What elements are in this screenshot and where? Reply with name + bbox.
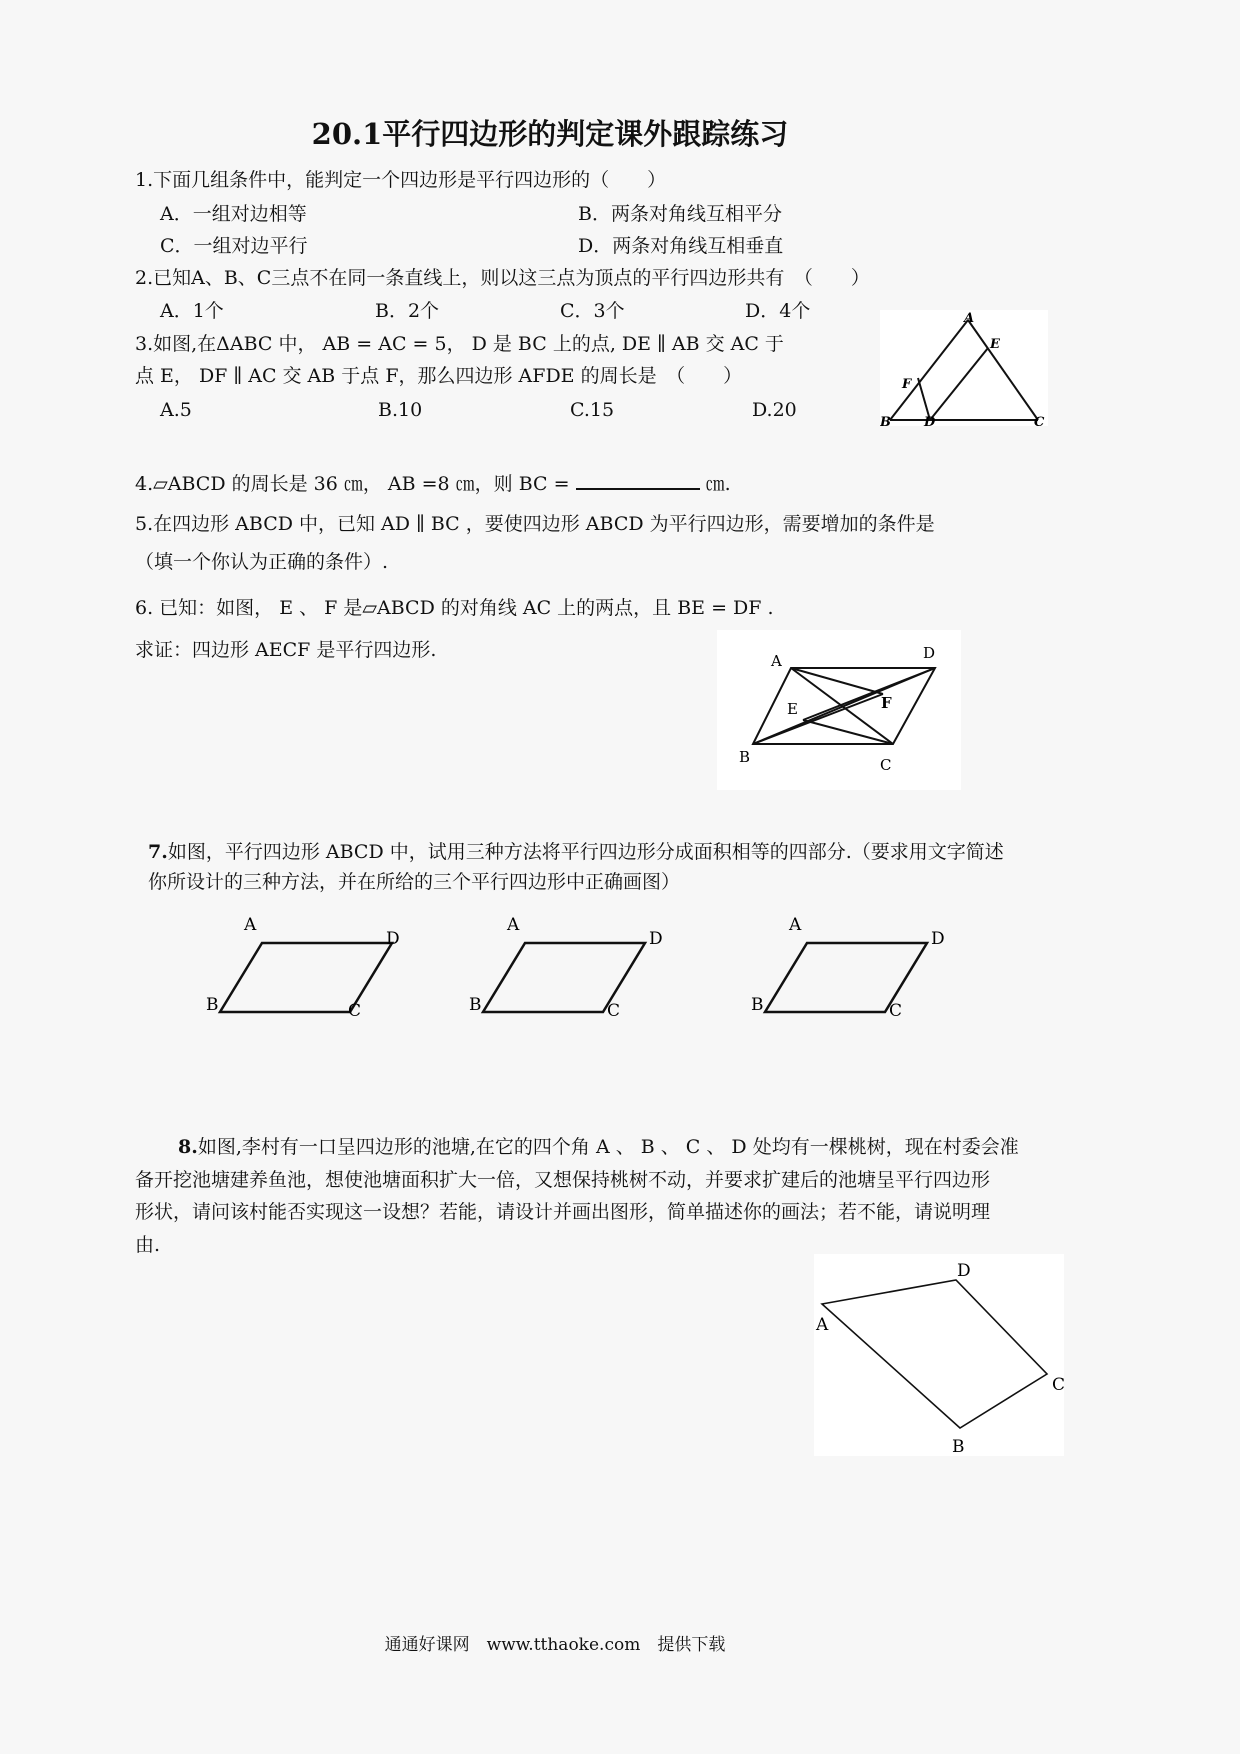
q7-fig2-label-d: D [649, 929, 663, 949]
q7-number: 7. [148, 841, 168, 863]
q6-label-e: E [787, 700, 798, 718]
q3-option-c: C.15 [570, 399, 615, 421]
q8-line1-text: 如图,李村有一口呈四边形的池塘,在它的四个角 A 、 B 、 C 、 D 处均有一棵桃树，现在村委会准 [197, 1136, 1019, 1158]
q3-line2: 点 E， DF ∥ AC 交 AB 于点 F，那么四边形 AFDE 的周长是 （ ） [135, 365, 743, 387]
q6-label-a: A [771, 652, 782, 670]
q1-option-a: A．一组对边相等 [160, 203, 307, 225]
q1-option-c: C．一组对边平行 [160, 235, 308, 257]
q4-answer-blank[interactable] [576, 470, 700, 490]
q7-parallelogram-1 [200, 908, 420, 1023]
q2-option-d: D．4个 [745, 300, 811, 322]
q2-option-b: B．2个 [375, 300, 440, 322]
q3-label-b: B [880, 415, 891, 426]
q1-option-b: B．两条对角线互相平分 [578, 203, 782, 225]
q3-triangle-figure [880, 310, 1048, 426]
q4-text [135, 470, 731, 498]
q7-parallelogram-2 [463, 908, 683, 1023]
q7-parallelogram-3 [745, 908, 965, 1023]
page-title: 20.1平行四边形的判定课外跟踪练习 [311, 117, 789, 151]
q8-number: 8. [178, 1136, 198, 1158]
q7-fig1-label-b: B [206, 995, 219, 1015]
q8-line4: 由. [135, 1234, 161, 1256]
q1-option-d: D．两条对角线互相垂直 [578, 235, 784, 257]
q7-fig3-label-a: A [789, 915, 802, 935]
q8-line2: 备开挖池塘建养鱼池，想使池塘面积扩大一倍，又想保持桃树不动，并要求扩建后的池塘呈平行四边形 [135, 1169, 991, 1191]
q3-label-f: F [902, 377, 912, 392]
q5-line2: （填一个你认为正确的条件）. [135, 551, 389, 573]
q7-fig3-label-c: C [889, 1001, 903, 1021]
q3-label-d: D [924, 415, 936, 426]
q4-text-after: ㎝. [705, 473, 731, 495]
q6-line1: 6. 已知：如图， E 、 F 是▱ABCD 的对角线 AC 上的两点，且 BE = DF . [135, 597, 774, 619]
q3-option-d: D.20 [752, 399, 797, 421]
q3-label-a: A [964, 311, 975, 326]
q2-option-c: C．3个 [560, 300, 625, 322]
q3-label-c: C [1034, 415, 1045, 426]
q2-option-a: A．1个 [160, 300, 224, 322]
q8-line3: 形状，请问该村能否实现这一设想？若能，请设计并画出图形，简单描述你的画法；若不能，请说明理 [135, 1201, 991, 1223]
q7-fig1-label-a: A [244, 915, 257, 935]
q8-label-a: A [816, 1315, 829, 1335]
q7-line2: 你所设计的三种方法，并在所给的三个平行四边形中正确画图） [148, 871, 681, 893]
q8-pond-figure [814, 1254, 1064, 1456]
q7-fig2-label-b: B [469, 995, 482, 1015]
q7-fig2-label-c: C [607, 1001, 621, 1021]
q3-option-a: A.5 [160, 399, 192, 421]
q8-label-b: B [952, 1437, 965, 1456]
q6-label-c: C [880, 756, 892, 774]
q1-stem: 1.下面几组条件中，能判定一个四边形是平行四边形的（ ） [135, 169, 667, 191]
q6-parallelogram-figure [717, 630, 961, 790]
q7-fig2-label-a: A [507, 915, 520, 935]
q6-label-d: D [923, 644, 936, 662]
q4-text-before: 4.▱ABCD 的周长是 36 ㎝， AB =8 ㎝，则 BC = [135, 473, 570, 495]
q3-label-e: E [990, 337, 1000, 352]
q8-label-c: C [1052, 1375, 1064, 1395]
q7-fig1-label-c: C [348, 1001, 362, 1021]
q2-stem: 2.已知A、B、C三点不在同一条直线上，则以这三点为顶点的平行四边形共有 （ ） [135, 267, 870, 289]
q7-fig1-label-d: D [386, 929, 400, 949]
q3-line1: 3.如图,在ΔABC 中， AB = AC = 5， D 是 BC 上的点, DE ∥ AB 交 AC 于 [135, 333, 784, 355]
q7-fig3-label-d: D [931, 929, 945, 949]
q8-label-d: D [957, 1261, 971, 1281]
q7-line1 [148, 838, 1004, 866]
page-footer: 通通好课网 www.tthaoke.com 提供下载 [384, 1635, 726, 1655]
q3-option-b: B.10 [378, 399, 423, 421]
q6-label-f: F [881, 694, 892, 712]
q6-line2: 求证：四边形 AECF 是平行四边形. [135, 639, 437, 661]
q7-line1-text: 如图，平行四边形 ABCD 中，试用三种方法将平行四边形分成面积相等的四部分.（要求用文字简述 [167, 841, 1004, 863]
q6-label-b: B [739, 748, 751, 766]
q5-line1: 5.在四边形 ABCD 中，已知 AD ∥ BC ，要使四边形 ABCD 为平行四边形，需要增加的条件是 [135, 513, 935, 535]
q7-fig3-label-b: B [751, 995, 764, 1015]
q8-line1 [178, 1133, 1019, 1161]
